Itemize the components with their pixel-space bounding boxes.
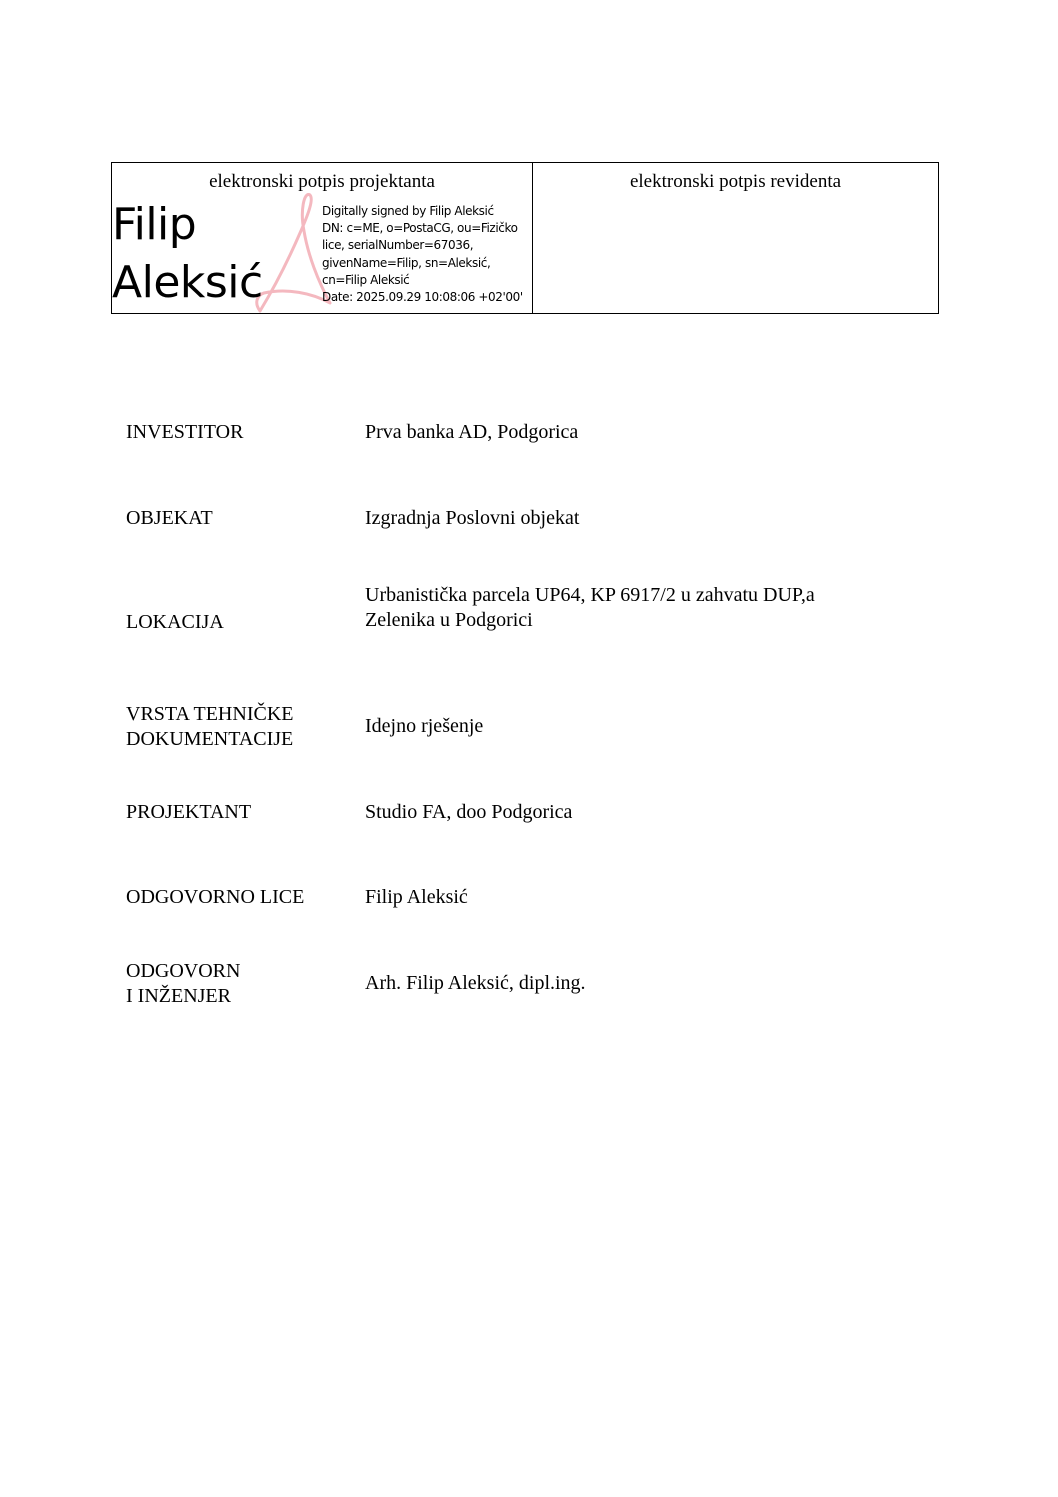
- field-value: Arh. Filip Aleksić, dipl.ing.: [365, 972, 586, 994]
- reviewer-signature-cell: [533, 163, 938, 313]
- digital-signature-details: [322, 203, 532, 306]
- field-label: LOKACIJA: [126, 611, 224, 633]
- field-value: Idejno rješenje: [365, 715, 484, 737]
- signer-name: [112, 196, 263, 312]
- field-value: Studio FA, doo Podgorica: [365, 801, 573, 823]
- signature-detail-line: lice, serialNumber=67036,: [322, 238, 474, 253]
- field-label: PROJEKTANT: [126, 801, 252, 823]
- signature-detail-line: cn=Filip Aleksić: [322, 272, 410, 287]
- field-value: Prva banka AD, Podgorica: [365, 421, 579, 443]
- signer-last-name: Aleksić: [112, 257, 263, 308]
- acrobat-signature-mark-icon: [252, 193, 332, 315]
- field-label: INVESTITOR: [126, 421, 244, 443]
- reviewer-signature-heading: elektronski potpis revidenta: [629, 171, 842, 192]
- field-value: Urbanistička parcela UP64, KP 6917/2 u zahvatu DUP,a Zelenika u Podgorici: [365, 584, 815, 631]
- field-label: ODGOVORN I INŽENJER: [126, 960, 241, 1007]
- field-label: ODGOVORNO LICE: [126, 886, 305, 908]
- signature-detail-line: DN: c=ME, o=PostaCG, ou=Fizičko: [322, 221, 518, 236]
- field-label: OBJEKAT: [126, 507, 213, 529]
- signature-detail-line: givenName=Filip, sn=Aleksić,: [322, 255, 491, 270]
- field-value: Izgradnja Poslovni objekat: [365, 507, 580, 529]
- designer-signature-cell: [112, 163, 533, 313]
- signature-detail-line: Digitally signed by Filip Aleksić: [322, 204, 494, 218]
- signer-first-name: Filip: [112, 199, 197, 250]
- designer-signature-heading: elektronski potpis projektanta: [209, 171, 435, 192]
- field-value: Filip Aleksić: [365, 886, 468, 908]
- signature-detail-line: Date: 2025.09.29 10:08:06 +02'00': [322, 290, 523, 305]
- signature-table: [111, 162, 939, 314]
- field-label: VRSTA TEHNIČKE DOKUMENTACIJE: [126, 703, 294, 750]
